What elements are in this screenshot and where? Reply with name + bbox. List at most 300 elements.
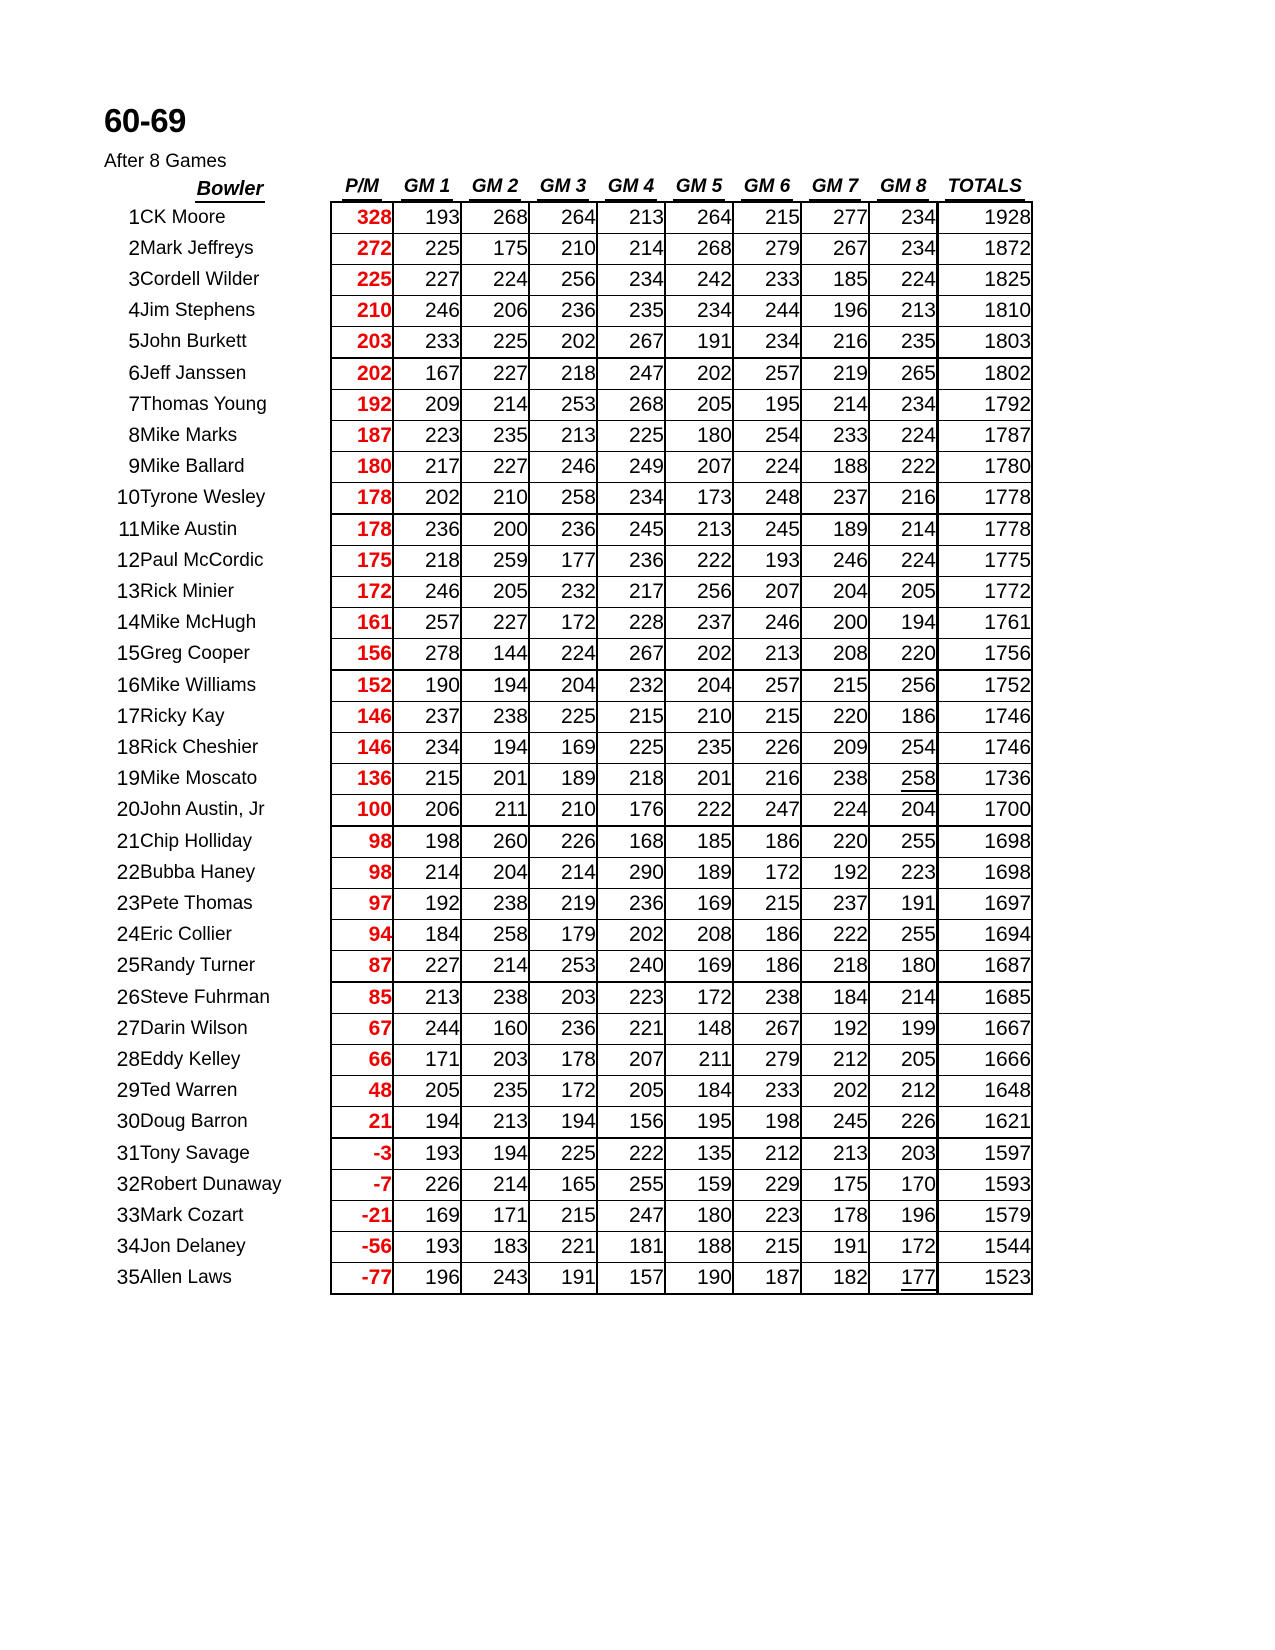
row-game-6: 279 xyxy=(733,234,801,265)
row-rank: 4 xyxy=(128,299,140,322)
table-row xyxy=(104,1201,1032,1232)
row-game-1: 225 xyxy=(393,234,461,265)
row-total: 1780 xyxy=(938,452,1033,483)
row-game-5: 180 xyxy=(665,1201,733,1232)
row-game-8: 234 xyxy=(869,234,938,265)
row-game-8: 213 xyxy=(869,296,938,327)
row-pm: 94 xyxy=(331,920,393,951)
row-game-5: 205 xyxy=(665,390,733,421)
row-game-5: 242 xyxy=(665,265,733,296)
row-game-7: 237 xyxy=(801,483,869,515)
row-game-4: 234 xyxy=(597,483,665,515)
row-game-1: 246 xyxy=(393,296,461,327)
row-total: 1787 xyxy=(938,421,1033,452)
table-row xyxy=(104,483,1032,515)
row-bowler-name: Mike Williams xyxy=(140,674,257,696)
row-game-4: 228 xyxy=(597,608,665,639)
row-pm: -56 xyxy=(331,1232,393,1263)
row-bowler-name: Mark Cozart xyxy=(140,1205,244,1226)
row-game-6: 244 xyxy=(733,296,801,327)
row-bowler-name: Chip Holliday xyxy=(140,830,252,852)
row-bowler-name: Pete Thomas xyxy=(140,893,253,914)
row-game-6: 195 xyxy=(733,390,801,421)
row-game-8: 226 xyxy=(869,1107,938,1139)
header-gm4 xyxy=(597,176,665,202)
row-total: 1810 xyxy=(938,296,1033,327)
row-game-7: 238 xyxy=(801,764,869,795)
row-gap xyxy=(320,733,331,764)
row-game-3: 226 xyxy=(529,826,597,858)
row-game-6: 233 xyxy=(733,265,801,296)
row-total: 1775 xyxy=(938,546,1033,577)
header-gm3-label: GM 3 xyxy=(537,176,589,201)
table-row xyxy=(104,546,1032,577)
row-game-3: 189 xyxy=(529,764,597,795)
row-gap xyxy=(320,1232,331,1263)
table-row xyxy=(104,889,1032,920)
row-game-6: 246 xyxy=(733,608,801,639)
table-row xyxy=(104,982,1032,1014)
row-game-6: 257 xyxy=(733,670,801,702)
row-game-2: 183 xyxy=(461,1232,529,1263)
row-game-8: 196 xyxy=(869,1201,938,1232)
row-game-5: 184 xyxy=(665,1076,733,1107)
table-row xyxy=(104,1045,1032,1076)
row-pm: 98 xyxy=(331,826,393,858)
row-game-2: 213 xyxy=(461,1107,529,1139)
row-rank: 33 xyxy=(116,1204,140,1227)
row-game-2: 204 xyxy=(461,858,529,889)
row-total: 1593 xyxy=(938,1170,1033,1201)
row-game-1: 167 xyxy=(393,358,461,390)
row-bowler-name: Doug Barron xyxy=(140,1111,248,1133)
row-pm: 87 xyxy=(331,951,393,983)
table-row xyxy=(104,358,1032,390)
row-game-4: 236 xyxy=(597,889,665,920)
row-game-1: 171 xyxy=(393,1045,461,1076)
row-game-6: 186 xyxy=(733,920,801,951)
row-game-7: 191 xyxy=(801,1232,869,1263)
row-game-5: 210 xyxy=(665,702,733,733)
row-rank: 31 xyxy=(116,1141,140,1165)
row-game-2: 210 xyxy=(461,483,529,515)
row-rank: 27 xyxy=(116,1017,140,1040)
row-game-8: 212 xyxy=(869,1076,938,1107)
table-row xyxy=(104,1076,1032,1107)
page-title: 60-69 xyxy=(104,102,186,139)
row-game-4: 240 xyxy=(597,951,665,983)
row-game-4: 225 xyxy=(597,733,665,764)
row-bowler-name: CK Moore xyxy=(140,206,226,228)
row-pm: 202 xyxy=(331,358,393,390)
table-row xyxy=(104,234,1032,265)
table-row xyxy=(104,1014,1032,1045)
row-total: 1648 xyxy=(938,1076,1033,1107)
row-game-2: 225 xyxy=(461,327,529,359)
row-rank: 11 xyxy=(118,517,140,541)
row-game-3: 204 xyxy=(529,670,597,702)
row-rank: 24 xyxy=(116,923,140,946)
header-bowler xyxy=(140,176,320,202)
row-game-4: 221 xyxy=(597,1014,665,1045)
row-game-2: 243 xyxy=(461,1263,529,1295)
header-totals xyxy=(938,176,1033,202)
row-game-4: 222 xyxy=(597,1138,665,1170)
row-game-2: 160 xyxy=(461,1014,529,1045)
row-game-3: 177 xyxy=(529,546,597,577)
row-game-8: 199 xyxy=(869,1014,938,1045)
row-gap xyxy=(320,858,331,889)
row-rank: 16 xyxy=(116,673,140,697)
row-game-4: 157 xyxy=(597,1263,665,1295)
row-game-3: 172 xyxy=(529,1076,597,1107)
row-gap xyxy=(320,920,331,951)
row-game-7: 246 xyxy=(801,546,869,577)
row-gap xyxy=(320,702,331,733)
row-game-8: 216 xyxy=(869,483,938,515)
row-rank: 12 xyxy=(116,549,140,572)
row-bowler-name: Mike Ballard xyxy=(140,456,245,477)
row-game-7: 196 xyxy=(801,296,869,327)
row-game-5: 268 xyxy=(665,234,733,265)
row-total: 1700 xyxy=(938,795,1033,827)
row-game-3: 203 xyxy=(529,982,597,1014)
row-gap xyxy=(320,1201,331,1232)
row-game-3: 178 xyxy=(529,1045,597,1076)
row-game-8: 191 xyxy=(869,889,938,920)
row-game-5: 169 xyxy=(665,889,733,920)
row-game-1: 190 xyxy=(393,670,461,702)
table-row xyxy=(104,1170,1032,1201)
row-gap xyxy=(320,982,331,1014)
row-game-8-underlined: 177 xyxy=(900,1266,936,1289)
row-game-2: 203 xyxy=(461,1045,529,1076)
row-gap xyxy=(320,234,331,265)
row-game-1: 192 xyxy=(393,889,461,920)
row-bowler-name: Ted Warren xyxy=(140,1080,238,1101)
table-row xyxy=(104,296,1032,327)
row-rank: 28 xyxy=(116,1048,140,1071)
table-row xyxy=(104,327,1032,359)
row-pm: 328 xyxy=(331,202,393,234)
row-game-7: 220 xyxy=(801,826,869,858)
row-bowler-name: Darin Wilson xyxy=(140,1018,248,1039)
row-game-5: 191 xyxy=(665,327,733,359)
table-row xyxy=(104,452,1032,483)
row-game-4: 176 xyxy=(597,795,665,827)
row-pm: 272 xyxy=(331,234,393,265)
row-total: 1685 xyxy=(938,982,1033,1014)
row-total: 1621 xyxy=(938,1107,1033,1139)
row-bowler-name: Steve Fuhrman xyxy=(140,986,270,1008)
row-game-5: 173 xyxy=(665,483,733,515)
row-game-7: 185 xyxy=(801,265,869,296)
row-game-6: 233 xyxy=(733,1076,801,1107)
row-game-4: 247 xyxy=(597,1201,665,1232)
row-game-1: 214 xyxy=(393,858,461,889)
row-game-2: 214 xyxy=(461,951,529,983)
row-bowler-name: Eric Collier xyxy=(140,924,232,945)
row-rank: 1 xyxy=(128,205,140,229)
row-game-2: 201 xyxy=(461,764,529,795)
standings-body xyxy=(104,202,1032,1294)
row-game-4: 255 xyxy=(597,1170,665,1201)
row-bowler-name: Randy Turner xyxy=(140,955,256,977)
row-pm: 161 xyxy=(331,608,393,639)
row-total: 1694 xyxy=(938,920,1033,951)
row-game-1: 205 xyxy=(393,1076,461,1107)
row-game-4: 249 xyxy=(597,452,665,483)
row-total: 1579 xyxy=(938,1201,1033,1232)
row-bowler-name: Allen Laws xyxy=(140,1267,232,1289)
row-pm: 175 xyxy=(331,546,393,577)
table-row xyxy=(104,702,1032,733)
header-pm xyxy=(331,176,393,202)
header-gm1-label: GM 1 xyxy=(401,176,453,201)
table-row xyxy=(104,670,1032,702)
row-game-3: 213 xyxy=(529,421,597,452)
row-game-4: 223 xyxy=(597,982,665,1014)
row-gap xyxy=(320,577,331,608)
row-gap xyxy=(320,358,331,390)
row-game-7: 192 xyxy=(801,1014,869,1045)
row-game-6: 187 xyxy=(733,1263,801,1295)
row-game-5: 195 xyxy=(665,1107,733,1139)
row-pm: -77 xyxy=(331,1263,393,1295)
row-game-8: 223 xyxy=(869,858,938,889)
row-game-5: 190 xyxy=(665,1263,733,1295)
row-game-8 xyxy=(869,1263,938,1295)
row-game-2: 214 xyxy=(461,390,529,421)
row-game-6: 207 xyxy=(733,577,801,608)
row-game-2: 205 xyxy=(461,577,529,608)
row-game-8: 180 xyxy=(869,951,938,983)
row-bowler-name: Mike Austin xyxy=(140,518,238,540)
table-row xyxy=(104,1232,1032,1263)
row-game-8: 220 xyxy=(869,639,938,671)
row-game-4: 290 xyxy=(597,858,665,889)
row-game-3: 191 xyxy=(529,1263,597,1295)
row-rank: 13 xyxy=(116,580,140,603)
row-bowler-name: Mike Moscato xyxy=(140,768,258,789)
row-game-5: 148 xyxy=(665,1014,733,1045)
row-bowler-name: Tyrone Wesley xyxy=(140,487,266,509)
row-game-2: 211 xyxy=(461,795,529,827)
row-game-8 xyxy=(869,764,938,795)
row-game-6: 234 xyxy=(733,327,801,359)
row-rank: 32 xyxy=(116,1173,140,1196)
row-game-8: 214 xyxy=(869,514,938,546)
table-row xyxy=(104,920,1032,951)
row-total: 1697 xyxy=(938,889,1033,920)
table-row xyxy=(104,1138,1032,1170)
row-game-7: 182 xyxy=(801,1263,869,1295)
row-total: 1752 xyxy=(938,670,1033,702)
row-rank: 22 xyxy=(116,861,140,884)
row-pm: 97 xyxy=(331,889,393,920)
row-gap xyxy=(320,1107,331,1139)
row-game-1: 244 xyxy=(393,1014,461,1045)
row-pm: 187 xyxy=(331,421,393,452)
row-total: 1666 xyxy=(938,1045,1033,1076)
row-rank: 10 xyxy=(116,486,140,510)
row-game-3: 215 xyxy=(529,1201,597,1232)
row-game-3: 225 xyxy=(529,1138,597,1170)
row-pm: 178 xyxy=(331,483,393,515)
row-rank: 15 xyxy=(116,642,140,666)
row-game-3: 214 xyxy=(529,858,597,889)
row-game-5: 222 xyxy=(665,546,733,577)
row-game-7: 200 xyxy=(801,608,869,639)
row-game-2: 200 xyxy=(461,514,529,546)
row-game-2: 238 xyxy=(461,702,529,733)
row-game-7: 245 xyxy=(801,1107,869,1139)
row-game-4: 218 xyxy=(597,764,665,795)
row-game-6: 172 xyxy=(733,858,801,889)
header-gm6 xyxy=(733,176,801,202)
row-gap xyxy=(320,639,331,671)
row-game-6: 215 xyxy=(733,702,801,733)
row-game-7: 215 xyxy=(801,670,869,702)
row-game-7: 208 xyxy=(801,639,869,671)
row-rank: 29 xyxy=(116,1079,140,1102)
row-game-7: 233 xyxy=(801,421,869,452)
row-rank: 3 xyxy=(128,268,140,291)
row-game-6: 224 xyxy=(733,452,801,483)
row-game-4: 217 xyxy=(597,577,665,608)
row-gap xyxy=(320,1138,331,1170)
row-game-4: 202 xyxy=(597,920,665,951)
row-game-2: 194 xyxy=(461,733,529,764)
row-game-6: 238 xyxy=(733,982,801,1014)
row-game-1: 184 xyxy=(393,920,461,951)
row-pm: -7 xyxy=(331,1170,393,1201)
row-total: 1761 xyxy=(938,608,1033,639)
row-game-3: 210 xyxy=(529,795,597,827)
row-game-2: 214 xyxy=(461,1170,529,1201)
row-bowler-name: Bubba Haney xyxy=(140,862,256,883)
row-game-4: 245 xyxy=(597,514,665,546)
row-game-2: 171 xyxy=(461,1201,529,1232)
row-game-1: 193 xyxy=(393,202,461,234)
header-gm1 xyxy=(393,176,461,202)
header-gm3 xyxy=(529,176,597,202)
row-total: 1928 xyxy=(938,202,1033,234)
row-rank: 25 xyxy=(116,954,140,978)
row-game-6: 279 xyxy=(733,1045,801,1076)
row-game-1: 226 xyxy=(393,1170,461,1201)
row-game-2: 194 xyxy=(461,670,529,702)
row-game-5: 172 xyxy=(665,982,733,1014)
row-game-3: 210 xyxy=(529,234,597,265)
row-game-7: 209 xyxy=(801,733,869,764)
row-game-1: 237 xyxy=(393,702,461,733)
row-game-7: 216 xyxy=(801,327,869,359)
row-game-5: 207 xyxy=(665,452,733,483)
row-game-5: 222 xyxy=(665,795,733,827)
row-gap xyxy=(320,670,331,702)
row-pm: -21 xyxy=(331,1201,393,1232)
row-game-5: 201 xyxy=(665,764,733,795)
row-pm: 100 xyxy=(331,795,393,827)
row-game-3: 236 xyxy=(529,296,597,327)
row-total: 1825 xyxy=(938,265,1033,296)
row-pm: 156 xyxy=(331,639,393,671)
row-game-1: 198 xyxy=(393,826,461,858)
row-game-7: 218 xyxy=(801,951,869,983)
row-pm: 203 xyxy=(331,327,393,359)
row-game-2: 238 xyxy=(461,889,529,920)
row-rank: 9 xyxy=(128,455,140,478)
row-gap xyxy=(320,951,331,983)
row-game-3: 225 xyxy=(529,702,597,733)
row-pm: 210 xyxy=(331,296,393,327)
row-game-3: 169 xyxy=(529,733,597,764)
row-game-6: 186 xyxy=(733,826,801,858)
row-game-3: 258 xyxy=(529,483,597,515)
row-gap xyxy=(320,1263,331,1295)
row-bowler-name: Mike McHugh xyxy=(140,612,257,633)
row-bowler-name: John Austin, Jr xyxy=(140,799,265,821)
table-row xyxy=(104,421,1032,452)
row-pm: -3 xyxy=(331,1138,393,1170)
row-total: 1746 xyxy=(938,733,1033,764)
row-gap xyxy=(320,421,331,452)
row-gap xyxy=(320,296,331,327)
row-rank: 34 xyxy=(116,1235,140,1258)
row-game-6: 257 xyxy=(733,358,801,390)
row-game-6: 247 xyxy=(733,795,801,827)
row-pm: 21 xyxy=(331,1107,393,1139)
row-game-5: 169 xyxy=(665,951,733,983)
row-game-3: 219 xyxy=(529,889,597,920)
row-pm: 225 xyxy=(331,265,393,296)
row-game-8: 265 xyxy=(869,358,938,390)
row-game-5: 159 xyxy=(665,1170,733,1201)
row-rank: 2 xyxy=(128,237,140,260)
row-rank: 6 xyxy=(128,361,140,385)
row-game-1: 218 xyxy=(393,546,461,577)
row-game-5: 135 xyxy=(665,1138,733,1170)
row-pm: 98 xyxy=(331,858,393,889)
header-gm6-label: GM 6 xyxy=(741,176,793,201)
row-game-2: 175 xyxy=(461,234,529,265)
row-game-7: 175 xyxy=(801,1170,869,1201)
row-pm: 152 xyxy=(331,670,393,702)
row-game-5: 188 xyxy=(665,1232,733,1263)
table-row xyxy=(104,795,1032,827)
row-game-7: 267 xyxy=(801,234,869,265)
row-game-5: 213 xyxy=(665,514,733,546)
row-game-5: 189 xyxy=(665,858,733,889)
row-bowler-name: Rick Cheshier xyxy=(140,737,259,758)
row-bowler-name: Ricky Kay xyxy=(140,706,225,727)
row-rank: 7 xyxy=(128,393,140,416)
header-gm2 xyxy=(461,176,529,202)
games-played-subtitle: After 8 Games xyxy=(104,151,227,172)
row-game-8: 235 xyxy=(869,327,938,359)
row-game-3: 264 xyxy=(529,202,597,234)
row-gap xyxy=(320,327,331,359)
row-game-4: 205 xyxy=(597,1076,665,1107)
table-row xyxy=(104,826,1032,858)
header-rank xyxy=(104,176,140,202)
row-game-2: 206 xyxy=(461,296,529,327)
row-game-3: 172 xyxy=(529,608,597,639)
row-game-7: 277 xyxy=(801,202,869,234)
row-game-8: 203 xyxy=(869,1138,938,1170)
row-game-7: 212 xyxy=(801,1045,869,1076)
